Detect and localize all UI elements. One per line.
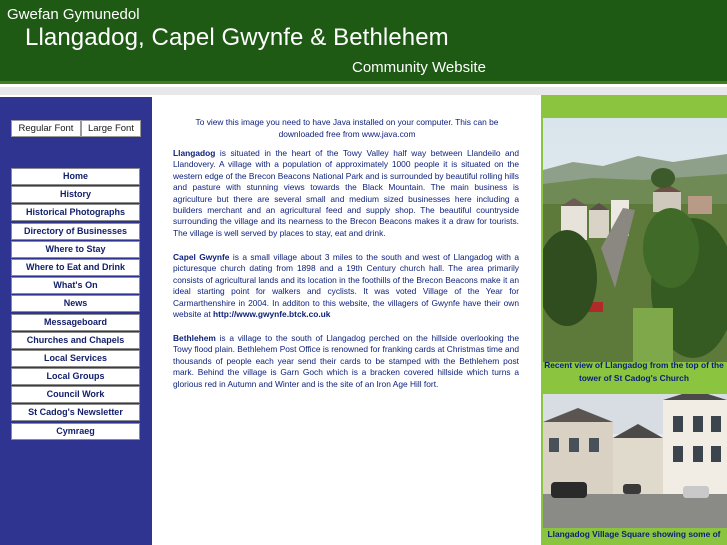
capel-gwynfe-text: is a small village about 3 miles to the south and west of Llangadog with a picturesque church dating from 1898 and a 19th Century church hall. The area primarily consists of agricultural lands and its location in the foothills of the Brecon Beacons make it an ideal starting point for walkers and cyclists. It was voted Village of the Year for Carmarthenshire in 2004. In additon to this website, the villagers of Gwynfe have their own website at: [173, 252, 519, 320]
nav-history[interactable]: History: [11, 186, 140, 203]
llangadog-text: is situated in the heart of the Towy Valley half way between Llandeilo and Llandovery. A village with a population of approximately 1000 people it is situated on the western edge of the Brecon Beacons National Park and is surrounded by beautiful rolling hills and pasture with stunning views towards the Black Mountain. The main business is agriculture but there are several small and medium sized businesses here including a builders merchant and an agricultural feed and supply shop. The beautiful countryside surrounding the village and its nearness to the Brecon Beacons makes it a draw for tourists. The village is well served by places to stay, eat and drink.: [173, 148, 519, 238]
photo-column: [541, 95, 727, 545]
nav-news[interactable]: News: [11, 295, 140, 312]
header-divider: [0, 87, 727, 95]
capel-gwynfe-paragraph: [173, 252, 519, 320]
bethlehem-heading: Bethlehem: [173, 333, 216, 343]
nav-local-groups[interactable]: Local Groups: [11, 368, 140, 385]
bethlehem-text: is a village to the south of Llangadog perched on the hillside overlooking the Towy flood plain. Bethlehem Post Office is renowned for franking cards at Christmas time and thousands of people each year send their cards to be stamped with the Bethlehem post mark. Behind the village is Garn Goch which is a bracken covered hillside which turns a glorious red in Autumn and Winter and is the site of an Iron Age Hill fort.: [173, 333, 519, 389]
bethlehem-paragraph: [173, 333, 519, 390]
nav-whats-on[interactable]: What's On: [11, 277, 140, 294]
nav-historical-photographs[interactable]: Historical Photographs: [11, 204, 140, 221]
nav-local-services[interactable]: Local Services: [11, 350, 140, 367]
nav-churches-and-chapels[interactable]: Churches and Chapels: [11, 332, 140, 349]
sidebar: [0, 95, 152, 545]
nav-home[interactable]: Home: [11, 168, 140, 185]
nav-council-work[interactable]: Council Work: [11, 386, 140, 403]
llangadog-paragraph: [173, 148, 519, 239]
nav-where-to-stay[interactable]: Where to Stay: [11, 241, 140, 258]
llangadog-view-caption: Recent view of Llangadog from the top of the tower of St Cadog's Church: [544, 360, 724, 383]
village-square-caption: Llangadog Village Square showing some of: [547, 529, 721, 539]
welsh-site-title: Gwefan Gymunedol: [7, 6, 140, 23]
site-header: [0, 0, 727, 84]
regular-font-button[interactable]: Regular Font: [11, 120, 81, 137]
large-font-button[interactable]: Large Font: [81, 120, 141, 137]
gwynfe-website-link[interactable]: http://www.gwynfe.btck.co.uk: [213, 309, 331, 320]
nav-cymraeg[interactable]: Cymraeg: [11, 423, 140, 440]
capel-gwynfe-heading: Capel Gwynfe: [173, 252, 230, 262]
nav-st-cadogs-newsletter[interactable]: St Cadog's Newsletter: [11, 404, 140, 421]
nav-where-to-eat-and-drink[interactable]: Where to Eat and Drink: [11, 259, 140, 276]
llangadog-heading: Llangadog: [173, 148, 216, 158]
site-subtitle: Community Website: [352, 59, 486, 76]
llangadog-view-photo: [543, 118, 727, 362]
main-content: [152, 95, 541, 545]
java-notice: To view this image you need to have Java installed on your computer. This can be downloaded free from www.java.com: [195, 117, 499, 139]
nav-messageboard[interactable]: Messageboard: [11, 314, 140, 331]
site-title: Llangadog, Capel Gwynfe & Bethlehem: [25, 24, 449, 51]
village-square-photo: [543, 394, 727, 528]
nav-directory-of-businesses[interactable]: Directory of Businesses: [11, 223, 140, 240]
main-nav: [11, 168, 140, 441]
